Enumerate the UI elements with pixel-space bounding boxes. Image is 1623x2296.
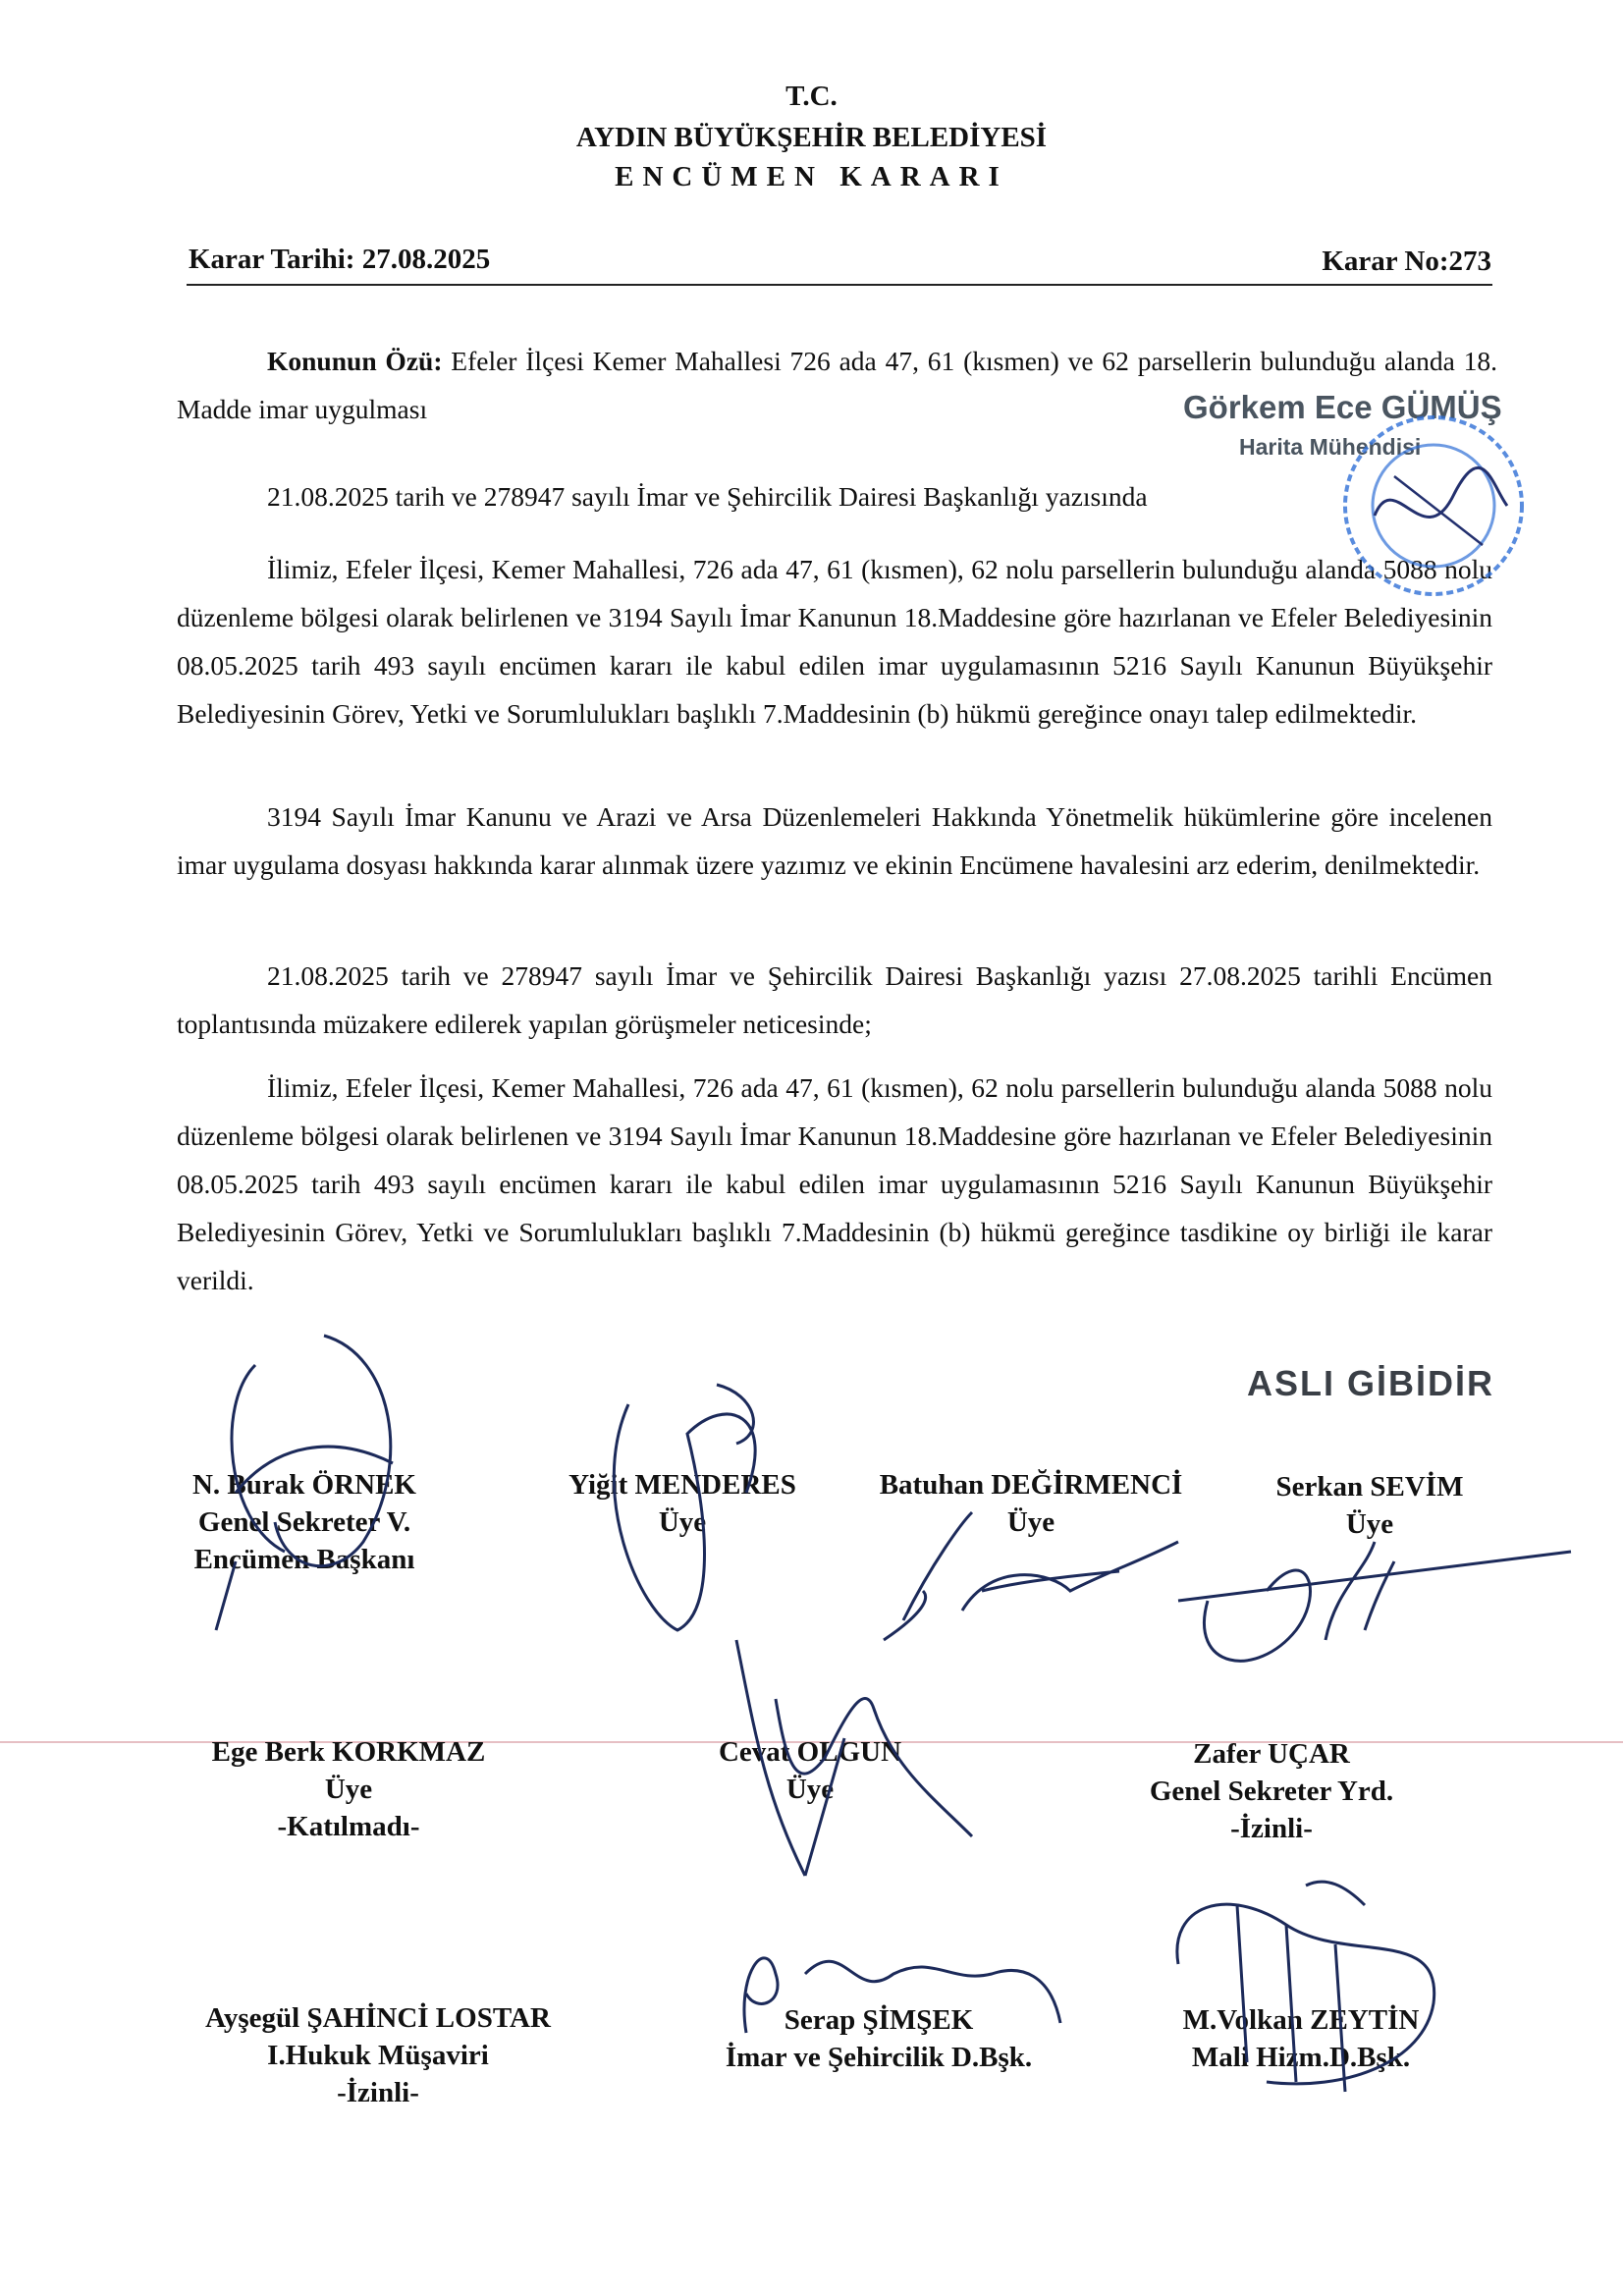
- signatory-name: M.Volkan ZEYTİN: [1182, 2004, 1420, 2036]
- signatory-title: Üye: [658, 1506, 707, 1538]
- signatory-name: Serap ŞİMŞEK: [784, 2004, 974, 2036]
- signatory-name: Zafer UÇAR: [1193, 1738, 1350, 1770]
- header-tc: T.C.: [785, 81, 838, 112]
- signatory-degirmenci: [854, 1466, 1208, 1541]
- header-institution: AYDIN BÜYÜKŞEHİR BELEDİYESİ: [575, 122, 1048, 153]
- signatory-korkmaz: [177, 1733, 520, 1845]
- decision-number: Karar No:273: [1322, 246, 1491, 277]
- body-paragraph-4: 21.08.2025 tarih ve 278947 sayılı İmar ve Şehircilik Dairesi Başkanlığı yazısı 27.08.2025 tarihli Encümen toplantısında müzakere edilerek yapılan görüşmeler neticesinde;: [177, 960, 1492, 1039]
- subject-text: Efeler İlçesi Kemer Mahallesi 726 ada 47, 61 (kısmen) ve 62 parsellerin bulunduğu alanda 18. Madde imar uygulması: [177, 346, 1497, 424]
- header-document-type: ENCÜMEN KARARI: [615, 161, 1008, 192]
- signatory-title: I.Hukuk Müşaviri: [267, 2040, 489, 2071]
- engineer-stamp-name: Görkem Ece GÜMÜŞ: [1183, 389, 1502, 425]
- signatory-title: İmar ve Şehircilik D.Bşk.: [725, 2042, 1033, 2073]
- header-divider: [187, 284, 1492, 286]
- signatory-name: Ayşegül ŞAHİNCİ LOSTAR: [205, 2002, 551, 2034]
- decision-date: Karar Tarihi: 27.08.2025: [189, 244, 491, 275]
- signatory-title: Üye: [1006, 1506, 1055, 1538]
- subject-label: Konunun Özü:: [267, 346, 443, 376]
- signatory-zeytin: [1149, 2001, 1453, 2076]
- signatory-title: Üye: [324, 1774, 373, 1805]
- signatory-sevim: [1247, 1468, 1492, 1543]
- signatory-title: Üye: [785, 1774, 835, 1805]
- signatory-status: -İzinli-: [1230, 1813, 1313, 1844]
- signatory-simsek: [687, 2001, 1070, 2076]
- signatory-name: Cevat OLGUN: [718, 1736, 902, 1768]
- signatory-name: Batuhan DEĞİRMENCİ: [879, 1469, 1183, 1501]
- signatory-name: Ege Berk KORKMAZ: [211, 1736, 486, 1768]
- signatory-lostar: [162, 1999, 594, 2111]
- body-paragraph-1: 21.08.2025 tarih ve 278947 sayılı İmar ve Şehircilik Dairesi Başkanlığı yazısında: [267, 481, 1148, 512]
- body-paragraph-3: 3194 Sayılı İmar Kanunu ve Arazi ve Arsa Düzenlemeleri Hakkında Yönetmelik hükümlerine göre incelenen imar uygulama dosyası hakkında karar alınmak üzere yazımız ve ekinin Encümene havalesini arz ederim, denilmektedir.: [177, 801, 1492, 880]
- signatory-ucar: [1109, 1735, 1434, 1847]
- certified-copy-stamp: ASLI GİBİDİR: [1247, 1363, 1495, 1403]
- signatory-title: Genel Sekreter Yrd.: [1149, 1776, 1394, 1807]
- signatory-title: Üye: [1345, 1508, 1394, 1540]
- body-paragraph-5: İlimiz, Efeler İlçesi, Kemer Mahallesi, 726 ada 47, 61 (kısmen), 62 nolu parsellerin bulunduğu alanda 5088 nolu düzenleme bölgesi olarak belirlenen ve 3194 Sayılı İmar Kanunun 18.Maddesine göre hazırlanan ve Efeler Belediyesinin 08.05.2025 tarih 493 sayılı encümen kararı ile kabul edilen imar uygulamasının 5216 Sayılı Kanunun Büyükşehir Belediyesinin Görev, Yetki ve Sorumlulukları başlıklı 7.Maddesinin (b) hükmü gereğince tasdikine oy birliği ile karar verildi.: [177, 1072, 1492, 1295]
- signatory-name: N. Burak ÖRNEK: [191, 1469, 416, 1501]
- signatory-olgun: [687, 1733, 933, 1808]
- signatory-ornek: [162, 1466, 447, 1578]
- signatory-title: Mali Hizm.D.Bşk.: [1191, 2042, 1411, 2073]
- signatory-name: Serkan SEVİM: [1275, 1471, 1464, 1503]
- signatory-status: -İzinli-: [337, 2077, 419, 2108]
- engineer-stamp-title: Harita Mühendisi: [1239, 434, 1422, 460]
- signatory-menderes: [530, 1466, 835, 1541]
- signatory-role: Encümen Başkanı: [193, 1544, 415, 1575]
- signatory-title: Genel Sekreter V.: [197, 1506, 411, 1538]
- signatory-name: Yiğit MENDERES: [568, 1469, 796, 1501]
- signatory-status: -Katılmadı-: [277, 1811, 420, 1842]
- body-paragraph-2: İlimiz, Efeler İlçesi, Kemer Mahallesi, 726 ada 47, 61 (kısmen), 62 nolu parsellerin bulunduğu alanda 5088 nolu düzenleme bölgesi olarak belirlenen ve 3194 Sayılı İmar Kanunun 18.Maddesine göre hazırlanan ve Efeler Belediyesinin 08.05.2025 tarih 493 sayılı encümen kararı ile kabul edilen imar uygulamasının 5216 Sayılı Kanunun Büyükşehir Belediyesinin Görev, Yetki ve Sorumlulukları başlıklı 7.Maddesinin (b) hükmü gereğince onayı talep edilmektedir.: [177, 554, 1492, 729]
